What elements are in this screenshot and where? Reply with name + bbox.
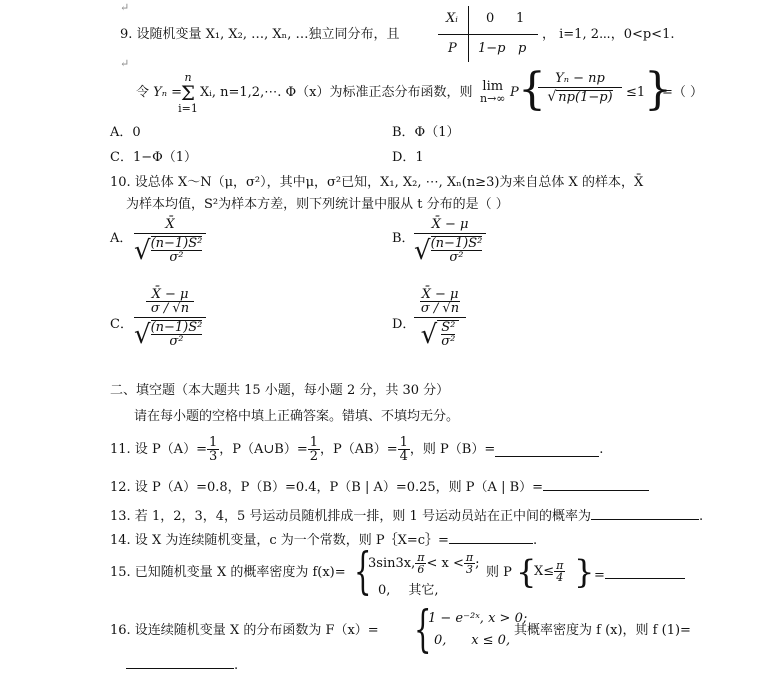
q10-option-c-expr: X̄ − μ σ / √n √ $\frac{\text{(n−1)S²}}{\text{σ²}}$ xyxy=(134,288,206,348)
table-row-p: P xyxy=(448,41,457,56)
q11: 11. 设 P（A）= $\frac{1}{3}$ ，P（A∪B）= $\frac{1}{2}$ ，P（AB）= $\frac{1}{4}$ ，则 P（B）= . xyxy=(110,435,604,464)
q16-answer-blank[interactable] xyxy=(126,656,234,669)
q15-case1: 3sin3x, $\frac{\pi}{6}$ < x < $\frac{\pi}{3}$ ; xyxy=(368,551,480,576)
d-top-den: σ / √n xyxy=(420,301,460,316)
q11-frac-2: $\frac{1}{2}$ xyxy=(309,435,319,464)
sum-upper: n xyxy=(184,71,192,84)
a-inner-den: σ² xyxy=(169,250,184,265)
left-brace-icon: { xyxy=(518,64,546,115)
q9-limit xyxy=(480,80,505,104)
q11-post: ，则 P（B）= xyxy=(409,442,496,457)
frac-num: Yₙ − np xyxy=(538,72,622,88)
c-inner-den: σ² xyxy=(169,334,184,349)
q12-answer-blank[interactable] xyxy=(543,478,649,491)
q9-let: 令 xyxy=(136,85,150,100)
q11-answer-blank[interactable] xyxy=(495,442,599,457)
sum-lower: i=1 xyxy=(178,102,198,115)
q15-eq: = xyxy=(594,566,685,582)
q14-text: 14. 设 X 为连续随机变量，c 为一个常数，则 P｛X=c｝= xyxy=(110,533,449,548)
q16-case2: 0, x ≤ 0, xyxy=(434,633,511,648)
table-header-xi: Xᵢ xyxy=(446,11,458,26)
q9-option-c: C．1−Φ（1） xyxy=(110,150,198,165)
q16-case1: 1 − e⁻²ˣ, x > 0; xyxy=(428,611,528,626)
q9-sum xyxy=(178,72,198,114)
q11-pre: 11. 设 P（A）= xyxy=(110,442,207,457)
q10-option-d-label: D． xyxy=(392,317,416,332)
right-brace-icon: } xyxy=(644,64,672,115)
q13-answer-blank[interactable] xyxy=(591,507,699,520)
c-top-num: X̄ − μ xyxy=(146,288,194,302)
q9-option-a: A．0 xyxy=(110,125,141,140)
q9-distribution-table xyxy=(438,6,538,62)
q10-stem-line1: 10. 设总体 X～N（μ，σ²），其中μ，σ²已知，X₁, X₂, ⋯, Xₙ(n≥3)为来自总体 X 的样本，X̄ xyxy=(110,175,644,190)
q12 xyxy=(110,478,649,494)
b-inner-den: σ² xyxy=(449,250,464,265)
q9-option-d: D．1 xyxy=(392,150,424,165)
right-brace-icon: } xyxy=(574,553,595,591)
b-num: X̄ − μ xyxy=(414,218,486,234)
q9-prob-frac: Yₙ − np √ np(1−p) xyxy=(538,72,622,104)
q15-condition: X≤ $\frac{\pi}{4}$ xyxy=(534,559,564,584)
table-header-1: 1 xyxy=(516,11,525,26)
table-cell-1-p: 1−p xyxy=(478,41,506,56)
d-inner-den: σ² xyxy=(441,334,456,349)
q9-prob-tail: ≤1 xyxy=(626,85,646,100)
q10-stem-line2: 为样本均值，S²为样本方差，则下列统计量中服从 t 分布的是（ ） xyxy=(126,197,509,212)
a-num: X̄ xyxy=(134,218,206,234)
b-inner-num: (n−1)S² xyxy=(430,236,483,251)
q13: 13. 若 1，2，3，4，5 号运动员随机排成一排，则 1 号运动员站在正中间的概率为 . xyxy=(110,509,704,524)
q9-yn: Yₙ = xyxy=(153,85,183,100)
q10-option-d-expr: X̄ − μ σ / √n √ $\frac{\text{S²}}{\text{σ²}}$ xyxy=(414,288,466,348)
q9-answer-paren: =（ ） xyxy=(662,85,704,100)
q10-option-a-expr: X̄ √ $\frac{\text{(n−1)S²}}{\text{σ²}}$ xyxy=(134,218,206,264)
q9-define xyxy=(136,86,182,99)
q9-option-b: B．Φ（1） xyxy=(392,125,460,140)
sum-sigma-icon: Σ xyxy=(180,81,196,105)
q12-text: 12. 设 P（A）=0.8，P（B）=0.4，P（B | A）=0.25，则 P（A | B）= xyxy=(110,480,544,495)
left-brace-icon: { xyxy=(414,600,432,658)
q15-pre: 15. 已知随机变量 X 的概率密度为 f(x)= xyxy=(110,565,346,580)
c-top-den: σ / √n xyxy=(150,301,190,316)
q16-answer-line: . xyxy=(126,656,238,672)
c-inner-num: (n−1)S² xyxy=(150,320,203,335)
lim-sub: n→∞ xyxy=(480,92,506,105)
q11-frac-3: $\frac{1}{4}$ xyxy=(399,435,408,464)
q9-stem: 9. 设随机变量 X₁, X₂, …, Xₙ, …独立同分布，且 xyxy=(120,27,400,42)
q9-sum-tail: Xᵢ, n=1,2,⋯. Φ（x）为标准正态分布函数，则 xyxy=(200,85,473,100)
q10-option-c-label: C． xyxy=(110,317,133,332)
q14: 14. 设 X 为连续随机变量，c 为一个常数，则 P｛X=c｝= . xyxy=(110,533,538,548)
left-brace-icon: { xyxy=(516,553,537,591)
paragraph-mark: ↵ xyxy=(120,1,130,14)
q9-prob-p: P xyxy=(510,85,519,100)
q16-pre: 16. 设连续随机变量 X 的分布函数为 F（x）= xyxy=(110,623,379,638)
q13-text: 13. 若 1，2，3，4，5 号运动员随机排成一排，则 1 号运动员站在正中间的概率为 xyxy=(110,509,591,524)
d-top-num: X̄ − μ xyxy=(421,287,459,302)
section2-title: 二、填空题（本大题共 15 小题，每小题 2 分，共 30 分） xyxy=(110,383,450,398)
q15-then: 则 P xyxy=(486,565,512,580)
q15-case2: 0, 其它, xyxy=(378,583,439,598)
q14-answer-blank[interactable] xyxy=(449,531,533,544)
left-brace-icon: { xyxy=(354,542,372,600)
q10-option-b-label: B． xyxy=(392,231,415,246)
q15-answer-blank[interactable] xyxy=(605,566,685,579)
paragraph-mark: ↵ xyxy=(120,57,130,70)
a-inner-num: (n−1)S² xyxy=(150,236,203,251)
q10-option-a-label: A． xyxy=(110,231,133,246)
q11-frac-1: $\frac{1}{3}$ xyxy=(208,435,218,464)
table-cell-p: p xyxy=(518,41,527,56)
table-header-0: 0 xyxy=(486,11,495,26)
q9-stem-tail: ， i=1, 2⋯，0<p<1. xyxy=(542,27,675,42)
q16-post: 其概率密度为 f (x)，则 f (1)= xyxy=(514,623,691,638)
q11-mid2: ，P（AB）= xyxy=(320,442,398,457)
d-inner-num: S² xyxy=(441,320,456,335)
q10-option-b-expr: X̄ − μ √ $\frac{\text{(n−1)S²}}{\text{σ²}}$ xyxy=(414,218,486,264)
lim-text: lim xyxy=(482,79,504,94)
q11-mid1: ，P（A∪B）= xyxy=(219,442,308,457)
frac-den: np(1−p) xyxy=(558,90,613,105)
section2-instructions: 请在每小题的空格中填上正确答案。错填、不填均无分。 xyxy=(134,409,460,424)
